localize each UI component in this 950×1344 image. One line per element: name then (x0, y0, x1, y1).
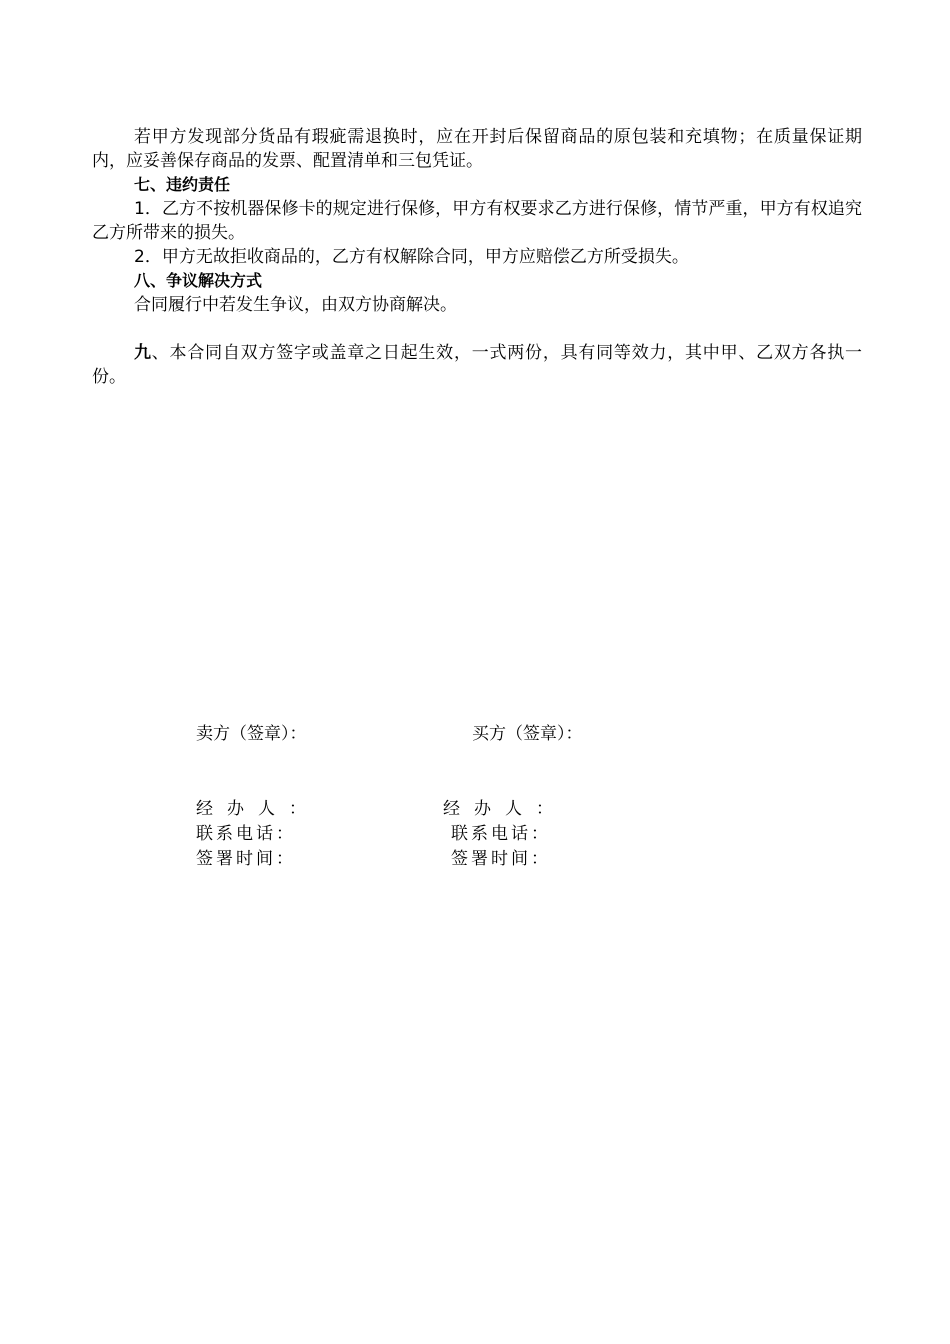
buyer-phone-label: 联系电话： (451, 824, 551, 844)
seller-phone-label: 联系电话： (196, 824, 296, 844)
buyer-date-label: 签署时间： (451, 849, 551, 869)
item2-text: 甲方无故拒收商品的，乙方有权解除合同，甲方应赔偿乙方所受损失。 (161, 247, 689, 267)
buyer-agent-label: 经办人： (443, 799, 567, 819)
breach-item-2 (92, 245, 862, 269)
seller-agent-label: 经办人： (196, 799, 320, 819)
contract-body (92, 125, 862, 389)
blank-line (92, 317, 862, 341)
item1-number: 1． (134, 199, 162, 219)
section9-paragraph (92, 341, 862, 389)
seller-date-label: 签署时间： (196, 849, 296, 869)
section8-text: 合同履行中若发生争议，由双方协商解决。 (134, 295, 457, 315)
section7-heading: 七、违约责任 (134, 175, 231, 194)
section8-heading: 八、争议解决方式 (134, 271, 263, 290)
return-paragraph: 若甲方发现部分货品有瑕疵需退换时，应在开封后保留商品的原包装和充填物；在质量保证期内，应妥善保存商品的发票、配置清单和三包凭证。 (92, 127, 862, 171)
item2-number: 2． (134, 247, 162, 267)
breach-item-1 (92, 197, 862, 245)
item1-text: 乙方不按机器保修卡的规定进行保修，甲方有权要求乙方进行保修，情节严重，甲方有权追究乙方所带来的损失。 (92, 199, 862, 243)
section9-number: 九 (134, 343, 152, 363)
section9-text: 、本合同自双方签字或盖章之日起生效，一式两份，具有同等效力，其中甲、乙双方各执一份。 (92, 343, 863, 387)
seller-signature-label: 卖方（签章）： (196, 724, 307, 744)
buyer-signature-label: 买方（签章）： (472, 724, 583, 744)
